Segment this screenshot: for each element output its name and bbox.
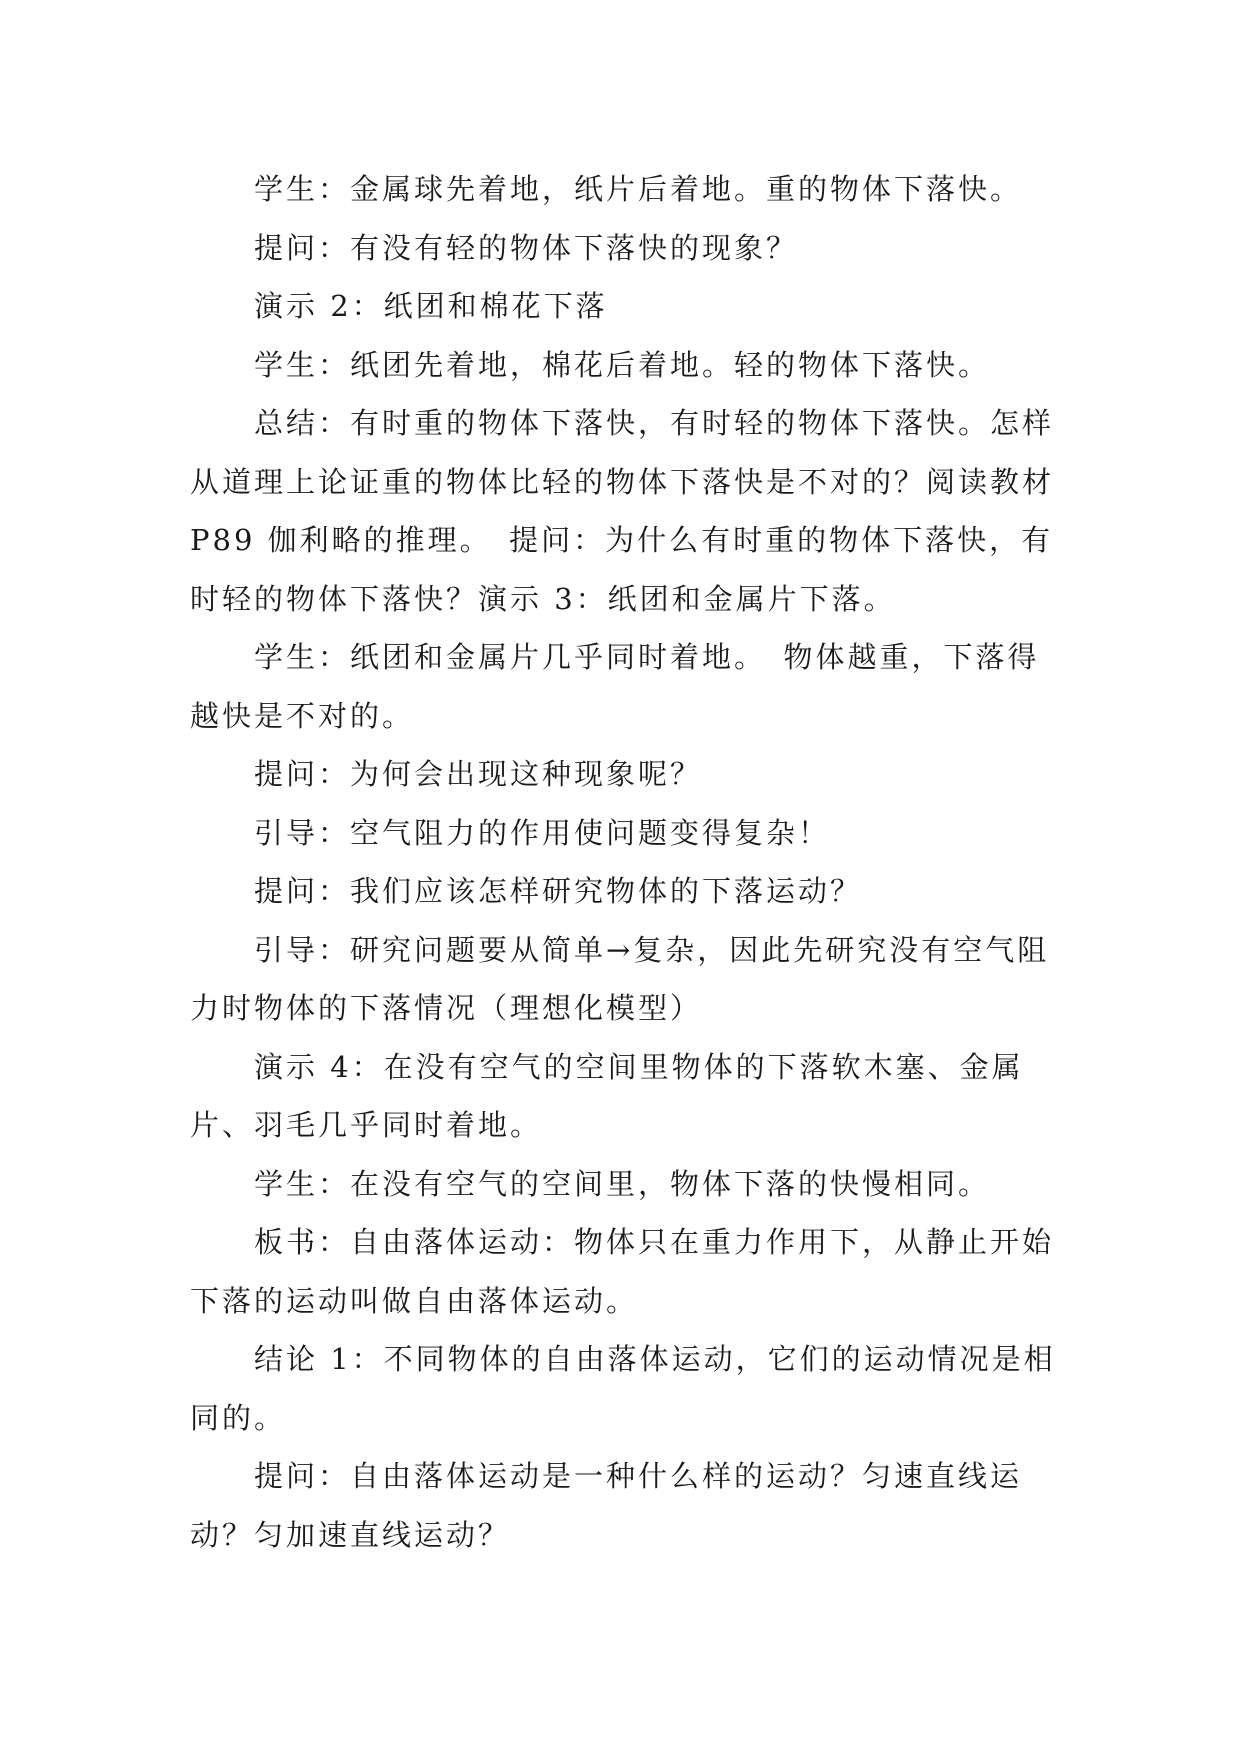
document-body bbox=[190, 160, 1070, 1564]
paragraph: 提问：我们应该怎样研究物体的下落运动？ bbox=[254, 874, 863, 908]
paragraph: 演示 2：纸团和棉花下落 bbox=[254, 289, 608, 323]
paragraph: 学生：金属球先着地，纸片后着地。重的物体下落快。 bbox=[254, 172, 1023, 206]
paragraph: 演示 4：在没有空气的空间里物体的下落软木塞、金属片、羽毛几乎同时着地。 bbox=[190, 1049, 1024, 1142]
paragraph: 总结：有时重的物体下落快，有时轻的物体下落快。怎样从道理上论证重的物体比轻的物体下落快是不对的？阅读教材 P89 伽利略的推理。 提问：为什么有时重的物体下落快，有时轻的物体下落快？演示 3：纸团和金属片下落。 bbox=[190, 406, 1055, 616]
paragraph: 提问：为何会出现这种现象呢？ bbox=[254, 757, 703, 791]
paragraph: 结论 1：不同物体的自由落体运动，它们的运动情况是相同的。 bbox=[190, 1342, 1056, 1435]
paragraph: 引导：研究问题要从简单→复杂，因此先研究没有空气阻力时物体的下落情况（理想化模型） bbox=[190, 932, 1050, 1025]
paragraph: 提问：自由落体运动是一种什么样的运动？匀速直线运动？匀加速直线运动？ bbox=[190, 1459, 1023, 1552]
paragraph: 引导：空气阻力的作用使问题变得复杂！ bbox=[254, 815, 831, 850]
paragraph: 板书：自由落体运动：物体只在重力作用下，从静止开始下落的运动叫做自由落体运动。 bbox=[190, 1225, 1055, 1318]
paragraph: 提问：有没有轻的物体下落快的现象？ bbox=[254, 230, 799, 265]
paragraph: 学生：纸团先着地，棉花后着地。轻的物体下落快。 bbox=[254, 347, 991, 382]
paragraph: 学生：在没有空气的空间里，物体下落的快慢相同。 bbox=[254, 1166, 991, 1201]
paragraph: 学生：纸团和金属片几乎同时着地。 物体越重，下落得越快是不对的。 bbox=[190, 640, 1040, 733]
